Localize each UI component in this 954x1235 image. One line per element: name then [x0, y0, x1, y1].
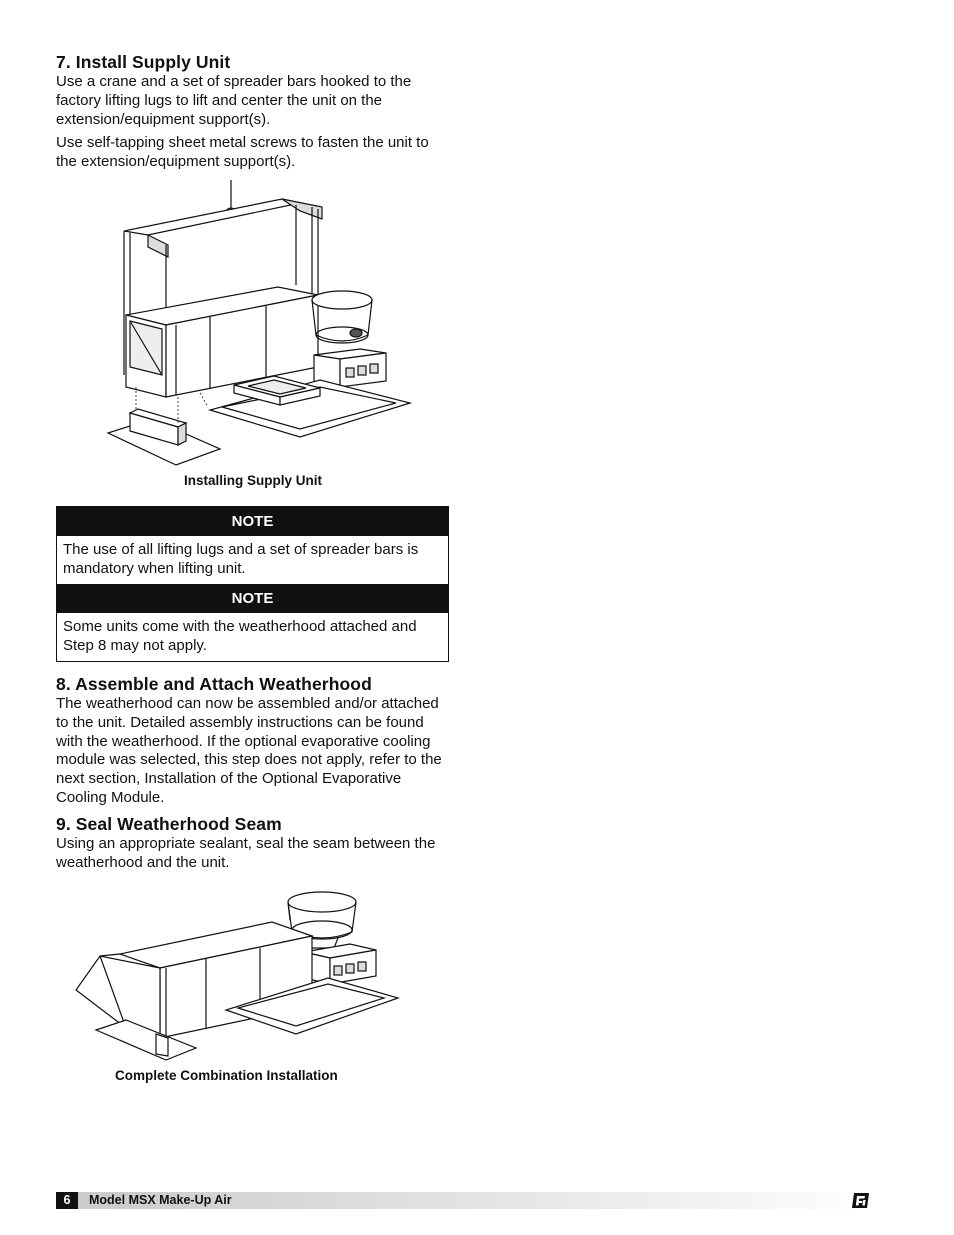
section-seal-weatherhood-seam: [56, 814, 450, 873]
figure-caption: Complete Combination Installation: [115, 1068, 338, 1083]
section-assemble-weatherhood: [56, 674, 450, 808]
complete-combination-figure: [72, 880, 412, 1070]
paragraph: Using an appropriate sealant, seal the seam between the weatherhood and the unit.: [56, 835, 436, 871]
section-heading: 7. Install Supply Unit: [56, 52, 231, 72]
section-heading: 8. Assemble and Attach Weatherhood: [56, 674, 372, 694]
note-box: [56, 506, 449, 662]
note-text: Some units come with the weatherhood attached and Step 8 may not apply.: [63, 618, 417, 654]
paragraph: Use a crane and a set of spreader bars hooked to the factory lifting lugs to lift and center the unit on the extension/equipment support(s).: [56, 73, 412, 128]
paragraph: The weatherhood can now be assembled and/or attached to the unit. Detailed assembly instructions can be found with the weatherhood. If the optional evaporative cooling module was selected, this step does not apply, refer to the next section, Installation of the Optional Evaporative Cooling Module.: [56, 695, 442, 806]
note-title: NOTE: [57, 507, 448, 536]
note-text: The use of all lifting lugs and a set of spreader bars is mandatory when lifting unit.: [63, 541, 419, 577]
greenheck-logo-icon: [852, 1192, 870, 1209]
footer-title: Model MSX Make-Up Air: [89, 1193, 232, 1207]
page-number: 6: [56, 1192, 78, 1209]
paragraph: Use self-tapping sheet metal screws to fasten the unit to the extension/equipment support(s).: [56, 134, 429, 171]
section-install-supply-unit: [56, 52, 450, 172]
figure-caption: Installing Supply Unit: [184, 473, 322, 488]
installing-supply-unit-figure: [100, 175, 420, 475]
note-title: NOTE: [57, 584, 448, 613]
section-heading: 9. Seal Weatherhood Seam: [56, 814, 282, 834]
